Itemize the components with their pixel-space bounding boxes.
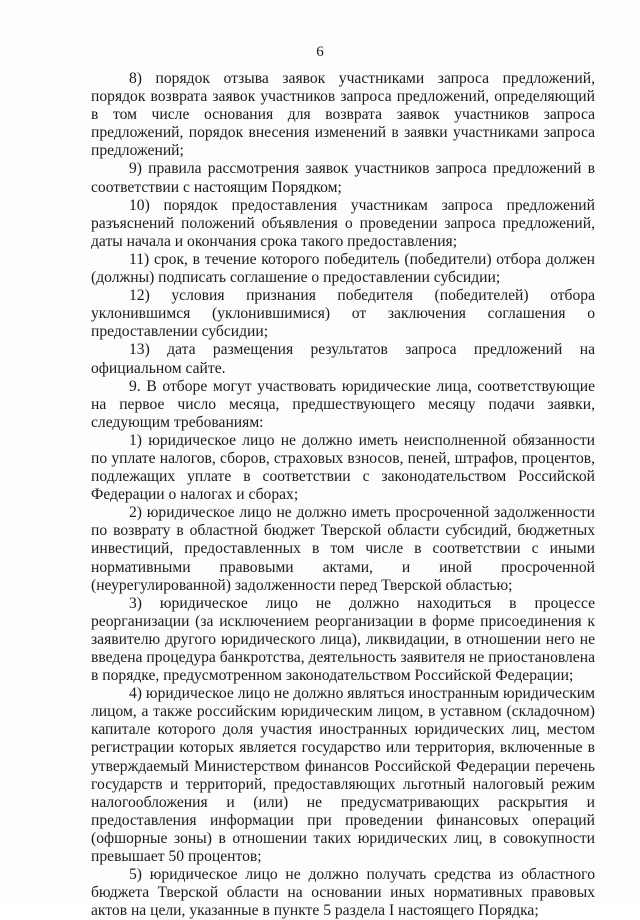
paragraph-requirement-3: 3) юридическое лицо не должно находиться в процессе реорганизации (за исключением реорганизации в форме присоединения к заявителю другого юридического лица), ликвидации, в отношении него не введена процедура банкротства, деятельность заявителя не приостановлена в порядке, предусмотренном законодательством Российской Федерации; [91, 594, 595, 685]
paragraph-item-10: 10) порядок предоставления участникам запроса предложений разъяснений положений объявления о проведении запроса предложений, даты начала и окончания срока такого предоставления; [91, 196, 595, 250]
paragraph-item-8: 8) порядок отзыва заявок участниками запроса предложений, порядок возврата заявок участников запроса предложений, определяющий в том числе основания для возврата заявок участников запроса предложений, порядок внесения изменений в заявки участниками запроса предложений; [91, 70, 595, 160]
paragraph-requirement-4: 4) юридическое лицо не должно являться иностранным юридическим лицом, а также российским юридическим лицом, в уставном (складочном) капитале которого доля участия иностранных юридических лиц, местом регистрации которых является государство или территория, включенные в утверждаемый Министерством финансов Российской Федерации перечень государств и территорий, предоставляющих льготный налоговый режим налогообложения и (или) не предусматривающих раскрытия и предоставления информации при проведении финансовых операций (офшорные зоны) в отношении таких юридических лиц, в совокупности превышает 50 процентов; [91, 685, 595, 866]
paragraph-clause-9: 9. В отборе могут участвовать юридические лица, соответствующие на первое число месяца, предшествующего месяцу подачи заявки, следующим требованиям: [91, 377, 595, 431]
document-body [91, 70, 595, 920]
paragraph-item-11: 11) срок, в течение которого победитель (победители) отбора должен (должны) подписать соглашение о предоставлении субсидии; [91, 250, 595, 287]
page-number: 6 [316, 44, 324, 60]
paragraph-item-13: 13) дата размещения результатов запроса предложений на официальном сайте. [91, 341, 595, 377]
paragraph-requirement-2: 2) юридическое лицо не должно иметь просроченной задолженности по возврату в областной бюджет Тверской области субсидий, бюджетных инвестиций, предоставленных в том числе в соответствии с иными нормативными правовыми актами, и иной просроченной (неурегулированной) задолженности перед Тверской областью; [91, 504, 595, 594]
paragraph-requirement-5: 5) юридическое лицо не должно получать средства из областного бюджета Тверской области на основании иных нормативных правовых актов на цели, указанные в пункте 5 раздела I настоящего Порядка; [91, 866, 595, 920]
paragraph-item-12: 12) условия признания победителя (победителей) отбора уклонившимся (уклонившимися) от заключения соглашения о предоставлении субсидии; [91, 287, 595, 341]
paragraph-item-9: 9) правила рассмотрения заявок участников запроса предложений в соответствии с настоящим Порядком; [91, 160, 595, 196]
paragraph-requirement-1: 1) юридическое лицо не должно иметь неисполненной обязанности по уплате налогов, сборов, страховых взносов, пеней, штрафов, процентов, подлежащих уплате в соответствии с законодательством Российской Федерации о налогах и сборах; [91, 431, 595, 504]
